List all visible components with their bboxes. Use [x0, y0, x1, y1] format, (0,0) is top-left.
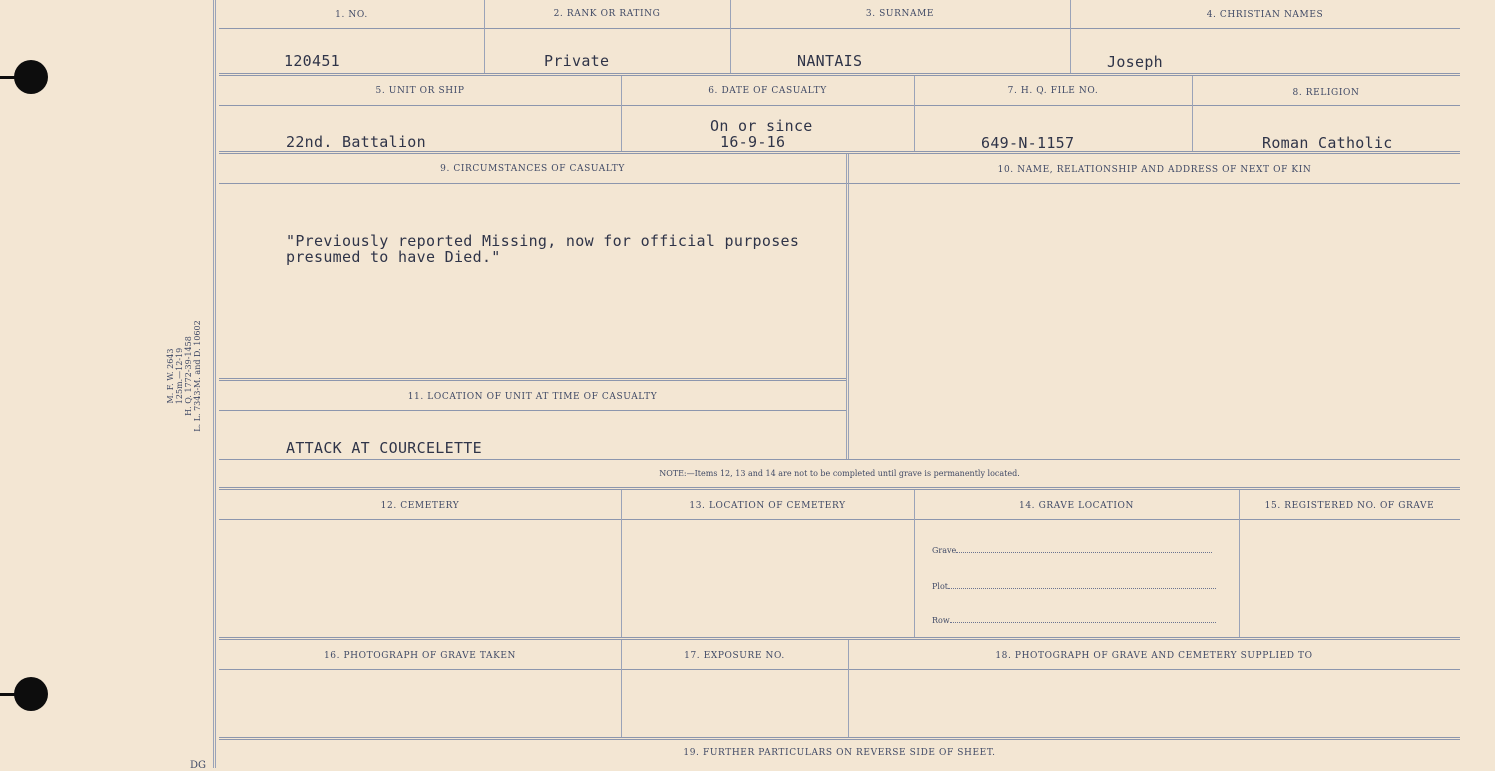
header-location-of-unit: 11. LOCATION OF UNIT AT TIME OF CASUALTY — [407, 392, 658, 402]
corner-mark: DG — [190, 760, 207, 771]
header-registered-no: 15. REGISTERED NO. OF GRAVE — [1264, 501, 1435, 511]
circumstances-line2: presumed to have Died." — [286, 248, 501, 266]
location-value: ATTACK AT COURCELETTE — [286, 439, 482, 457]
christian-names-value: Joseph — [1107, 53, 1163, 71]
header-surname: 3. SURNAME — [865, 9, 935, 19]
margin-rule — [213, 0, 216, 768]
surname-value: NANTAIS — [797, 52, 863, 70]
row-field: Row — [932, 616, 1216, 625]
header-rank: 2. RANK OR RATING — [553, 9, 661, 19]
header-photo-supplied: 18. PHOTOGRAPH OF GRAVE AND CEMETERY SUPPLIED TO — [995, 651, 1313, 661]
header-grave-location: 14. GRAVE LOCATION — [1019, 501, 1134, 511]
service-number: 120451 — [284, 52, 340, 70]
note-text: NOTE:—Items 12, 13 and 14 are not to be completed until grave is permanently located. — [659, 469, 1020, 478]
header-hq-file: 7. H. Q. FILE NO. — [1007, 86, 1099, 96]
circumstances-line1: "Previously reported Missing, now for official purposes — [286, 232, 800, 250]
date-value-line2: 16-9-16 — [720, 133, 786, 151]
header-christian-names: 4. CHRISTIAN NAMES — [1206, 10, 1324, 20]
header-exposure-no: 17. EXPOSURE NO. — [684, 651, 785, 661]
plot-field: Plot — [932, 582, 1216, 591]
header-unit: 5. UNIT OR SHIP — [375, 86, 465, 96]
rank-value: Private — [544, 52, 610, 70]
religion-value: Roman Catholic — [1262, 134, 1393, 152]
header-location-of-cemetery: 13. LOCATION OF CEMETERY — [689, 501, 846, 511]
form-reference-note: M. F. W. 2643 125m.—12-19 H. Q. 1772-39-1458 L. L. 7343-M. and D. 10602 — [166, 320, 202, 432]
date-value-line1: On or since — [710, 117, 813, 135]
header-religion: 8. RELIGION — [1292, 88, 1360, 98]
header-cemetery: 12. CEMETERY — [380, 501, 460, 511]
header-photo-taken: 16. PHOTOGRAPH OF GRAVE TAKEN — [323, 651, 517, 661]
footer-further-particulars: 19. FURTHER PARTICULARS ON REVERSE SIDE OF SHEET. — [683, 748, 996, 758]
hq-file-value: 649-N-1157 — [981, 134, 1075, 152]
grave-field: Grave — [932, 546, 1212, 555]
header-next-of-kin: 10. NAME, RELATIONSHIP AND ADDRESS OF NEXT OF KIN — [997, 165, 1312, 175]
header-no: 1. NO. — [335, 10, 368, 20]
header-date: 6. DATE OF CASUALTY — [708, 86, 827, 96]
unit-value: 22nd. Battalion — [286, 133, 426, 151]
header-circumstances: 9. CIRCUMSTANCES OF CASUALTY — [440, 164, 625, 174]
